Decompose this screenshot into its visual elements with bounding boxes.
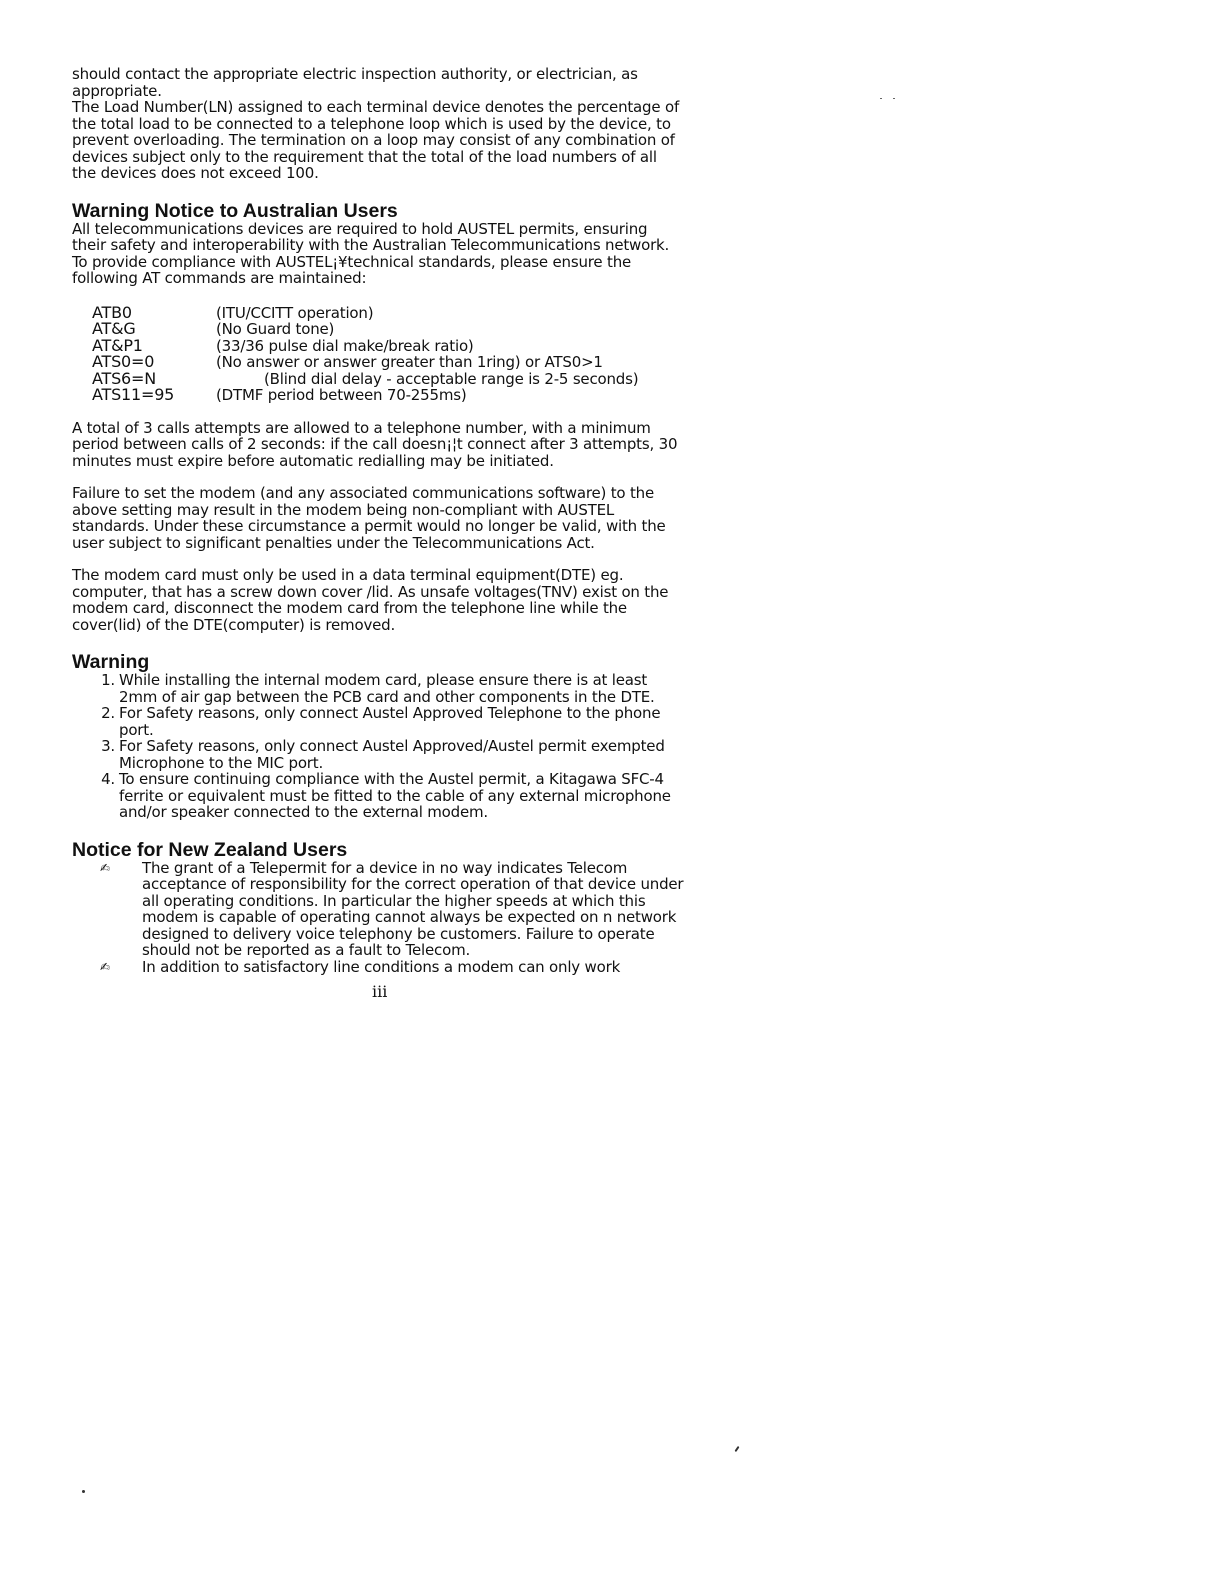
list-item <box>72 705 684 738</box>
list-item <box>72 672 684 705</box>
item-number: 1. <box>101 671 115 689</box>
command-row <box>92 335 684 355</box>
command-row <box>92 302 684 322</box>
warning-heading: Warning <box>72 651 150 673</box>
command-code: ATS6=N <box>92 368 156 388</box>
list-item <box>72 959 684 976</box>
scan-speck <box>880 98 882 99</box>
item-text: For Safety reasons, only connect Austel Approved Telephone to the phone port. <box>119 704 661 739</box>
item-number: 3. <box>101 737 115 755</box>
command-row <box>92 387 684 404</box>
command-description: (ITU/CCITT operation) <box>216 303 374 322</box>
command-code: AT&P1 <box>92 335 143 355</box>
command-description: (33/36 pulse dial make/break ratio) <box>216 336 474 355</box>
scan-speck <box>734 1446 739 1452</box>
pen-bullet-icon: ✍ <box>100 959 110 974</box>
command-description: (No answer or answer greater than 1ring) or ATS0>1 <box>216 353 603 371</box>
intro-paragraph-1: should contact the appropriate electric inspection authority, or electrician, as appropriate. <box>72 65 638 100</box>
list-item <box>72 771 684 821</box>
command-code: ATS0=0 <box>92 352 155 371</box>
item-number: 4. <box>101 770 115 788</box>
command-row <box>92 368 684 388</box>
call-attempts-paragraph: A total of 3 calls attempts are allowed to a telephone number, with a minimum period between calls of 2 seconds: if the call doesn¡¦t connect after 3 attempts, 30 minutes must expire before automatic redialling may be initiated. <box>72 418 678 470</box>
item-number: 2. <box>101 704 115 722</box>
new-zealand-list <box>72 860 684 976</box>
command-row <box>92 321 684 338</box>
new-zealand-heading: Notice for New Zealand Users <box>72 838 348 861</box>
command-code: ATB0 <box>92 302 132 322</box>
command-code: ATS11=95 <box>92 385 175 404</box>
scan-speck <box>82 1490 85 1493</box>
item-text: In addition to satisfactory line conditions a modem can only work <box>142 957 621 976</box>
warning-list <box>72 672 684 821</box>
pen-bullet-icon: ✍ <box>100 860 110 875</box>
page-number: iii <box>372 982 388 1001</box>
command-description: (DTMF period between 70-255ms) <box>216 386 467 404</box>
at-command-list <box>92 302 684 404</box>
scan-speck <box>893 98 895 99</box>
command-code: AT&G <box>92 319 136 338</box>
command-row <box>92 354 684 371</box>
australia-heading: Warning Notice to Australian Users <box>72 199 398 222</box>
modem-card-paragraph: The modem card must only be used in a data terminal equipment(DTE) eg. computer, that has a screw down cover /lid. As unsafe voltages(TNV) exist on the modem card, disconnect the modem card from the telephone line while the cover(lid) of the DTE(computer) is removed. <box>72 566 669 634</box>
item-text: For Safety reasons, only connect Austel Approved/Austel permit exempted Microphone to the MIC port. <box>119 737 665 772</box>
australia-intro-paragraph: All telecommunications devices are required to hold AUSTEL permits, ensuring their safety and interoperability with the Australian Telecommunications network. To provide compliance with AUSTEL¡¥technical standards, please ensure the following AT commands are maintained: <box>72 219 670 287</box>
load-number-paragraph: The Load Number(LN) assigned to each terminal device denotes the percentage of the total load to be connected to a telephone loop which is used by the device, to prevent overloading. The termination on a loop may consist of any combination of devices subject only to the requirement that the total of the load numbers of all the devices does not exceed 100. <box>72 98 680 182</box>
list-item <box>72 860 684 959</box>
item-text: The grant of a Telepermit for a device in no way indicates Telecom acceptance of responsibility for the correct operation of that device under all operating conditions. In particular the higher speeds at which this modem is capable of operating cannot always be expected on n network designed to delivery voice telephony be customers. Failure to operate should not be reported as a fault to Telecom. <box>142 858 684 959</box>
item-text: While installing the internal modem card, please ensure there is at least 2mm of air gap between the PCB card and other components in the DTE. <box>119 671 655 706</box>
command-description: (No Guard tone) <box>216 320 335 338</box>
list-item <box>72 738 684 771</box>
item-text: To ensure continuing compliance with the Austel permit, a Kitagawa SFC-4 ferrite or equivalent must be fitted to the cable of any external microphone and/or speaker connected to the external modem. <box>119 770 671 821</box>
document-page <box>72 66 684 975</box>
non-compliance-paragraph: Failure to set the modem (and any associated communications software) to the above setting may result in the modem being non-compliant with AUSTEL standards. Under these circumstance a permit would no longer be valid, with the user subject to significant penalties under the Telecommunications Act. <box>72 484 666 552</box>
command-description: (Blind dial delay - acceptable range is 2-5 seconds) <box>264 369 639 388</box>
